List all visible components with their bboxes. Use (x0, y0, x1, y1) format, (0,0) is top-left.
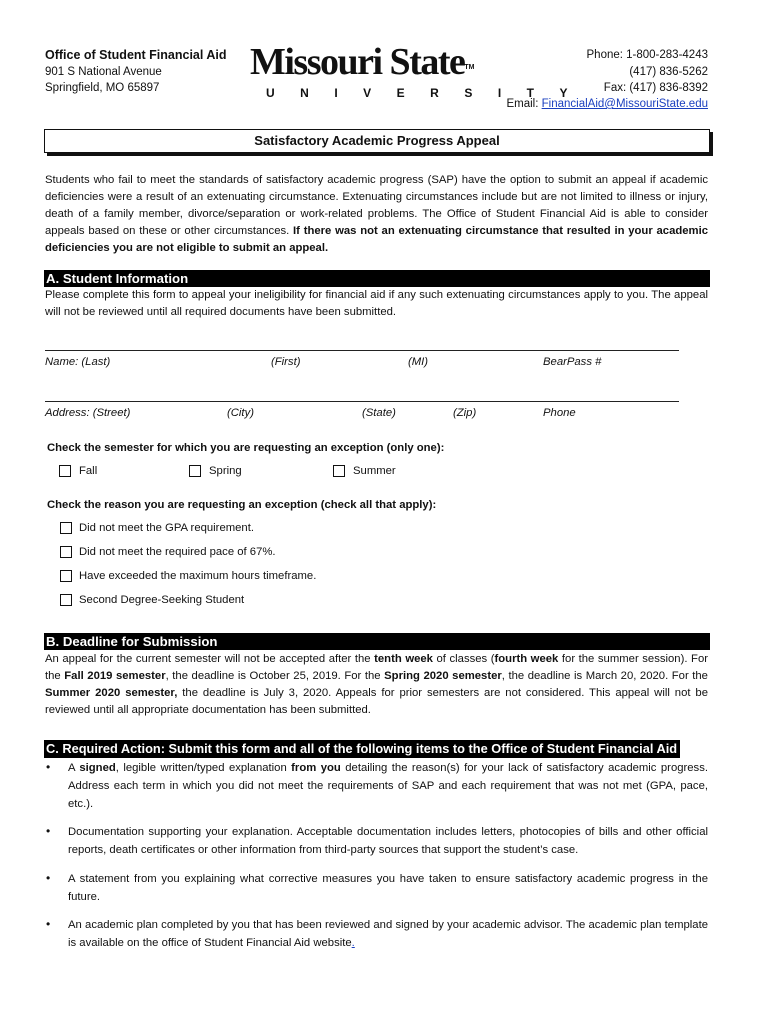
b-text-4: , the deadline is October 25, 2019. For the (165, 670, 385, 682)
label-gpa: Did not meet the GPA requirement. (79, 522, 254, 534)
intro-paragraph (45, 172, 708, 257)
label-second-degree: Second Degree-Seeking Student (79, 594, 245, 606)
checkbox-summer[interactable] (333, 465, 345, 477)
address-line[interactable] (45, 401, 679, 402)
label-mi: (MI) (408, 356, 429, 368)
email-link[interactable]: FinancialAid@MissouriState.edu (541, 98, 708, 110)
address-line-2: Springfield, MO 65897 (45, 82, 160, 94)
page-title: Satisfactory Academic Progress Appeal (44, 129, 710, 153)
c1-text-e: detailing the reason(s) for your lack of satisfactory academic progress. Address each term in which you did not meet the requirements of SAP and each requirement that was not met (GPA, pace, etc.). (68, 762, 708, 810)
b-text-1: An appeal for the current semester will not be accepted after the (45, 653, 375, 665)
label-city: (City) (227, 407, 254, 419)
university-logo (250, 40, 500, 84)
b-bold-5: Summer 2020 semester, (45, 687, 178, 699)
c1-text-c: , legible written/typed explanation (115, 762, 292, 774)
bullet-1: • (46, 760, 51, 774)
c1-text-a: A (68, 762, 80, 774)
intro-text: Students who fail to meet the standards of satisfactory academic progress (SAP) have the option to submit an appeal if academic deficiencies were a result of an extenuating circumstance. Extenuating circumstances include but are not limited to illness or injury, death of a family member, divorce/separation or work-related problems. The Office of Student Financial Aid is able to consider appeals based on these or other circumstances. (45, 174, 708, 237)
checkbox-second-degree[interactable] (60, 594, 72, 606)
label-pace: Did not meet the required pace of 67%. (79, 546, 276, 558)
c4-text: An academic plan completed by you that has been reviewed and signed by your academic advisor. The academic plan template is available on the office of Student Financial Aid website (68, 919, 708, 949)
label-phone: Phone (543, 407, 576, 419)
semester-prompt: Check the semester for which you are requesting an exception (only one): (47, 442, 445, 454)
label-last-name: Name: (Last) (45, 356, 111, 368)
checkbox-spring[interactable] (189, 465, 201, 477)
email-line (506, 98, 708, 110)
b-text-3: for the summer session). For the (45, 653, 708, 682)
label-first-name: (First) (271, 356, 301, 368)
section-c-heading (44, 740, 710, 757)
email-label: Email: (506, 98, 542, 110)
label-max-hours: Have exceeded the maximum hours timeframe. (79, 570, 317, 582)
b-bold-1: tenth week (374, 653, 433, 665)
bullet-3: • (46, 871, 51, 885)
label-bearpass: BearPass # (543, 356, 602, 368)
label-fall: Fall (79, 465, 98, 477)
section-b-text (45, 651, 708, 719)
label-state: (State) (362, 407, 396, 419)
checkbox-fall[interactable] (59, 465, 71, 477)
phone-2: (417) 836-5262 (629, 66, 708, 78)
intro-bold: If there was not an extenuating circumstance that resulted in your academic deficiencies you are not eligible to submit an appeal. (45, 225, 708, 254)
section-c-heading-text: C. Required Action: Submit this form and all of the following items to the Office of Student Financial Aid (44, 740, 680, 758)
b-bold-2: fourth week (494, 653, 559, 665)
b-bold-3: Fall 2019 semester (64, 670, 166, 682)
checkbox-max-hours[interactable] (60, 570, 72, 582)
required-item-4 (68, 916, 708, 952)
label-summer: Summer (353, 465, 396, 477)
reason-prompt: Check the reason you are requesting an exception (check all that apply): (47, 499, 437, 511)
label-spring: Spring (209, 465, 242, 477)
office-name: Office of Student Financial Aid (45, 48, 227, 62)
bullet-4: • (46, 917, 51, 931)
required-item-1 (68, 759, 708, 813)
c1-bold-d: from you (291, 762, 341, 774)
checkbox-pace[interactable] (60, 546, 72, 558)
b-bold-4: Spring 2020 semester (384, 670, 502, 682)
b-text-2: of classes ( (432, 653, 495, 665)
logo-text: Missouri State (250, 41, 465, 83)
logo-subtitle: UNIVERSITY (266, 86, 594, 100)
section-a-text: Please complete this form to appeal your ineligibility for financial aid if any such extenuating circumstances apply to you. The appeal will not be reviewed until all required documents have been submitted. (45, 289, 708, 318)
address-line-1: 901 S National Avenue (45, 66, 162, 78)
phone: Phone: 1-800-283-4243 (586, 49, 708, 61)
required-item-3: A statement from you explaining what corrective measures you have taken to ensure satisfactory academic progress in the future. (68, 873, 708, 903)
bullet-2: • (46, 824, 51, 838)
name-line[interactable] (45, 350, 679, 351)
label-zip: (Zip) (453, 407, 477, 419)
website-link[interactable]: . (351, 937, 355, 949)
c1-bold-b: signed (79, 762, 116, 774)
logo-tm: TM (464, 64, 475, 71)
b-text-6: the deadline is July 3, 2020. Appeals for prior semesters are not considered. This appeal will not be reviewed until all appropriate documentation has been submitted. (45, 687, 709, 716)
checkbox-gpa[interactable] (60, 522, 72, 534)
section-b-heading: B. Deadline for Submission (44, 633, 710, 650)
section-a-heading: A. Student Information (44, 270, 710, 287)
label-street: Address: (Street) (45, 407, 131, 419)
fax: Fax: (417) 836-8392 (603, 82, 708, 94)
b-text-5: , the deadline is March 20, 2020. For the (501, 670, 708, 682)
required-item-2: Documentation supporting your explanation. Acceptable documentation includes letters, photocopies of bills and other official reports, death certificates or other information from third-party sources that support the student’s case. (68, 826, 708, 856)
